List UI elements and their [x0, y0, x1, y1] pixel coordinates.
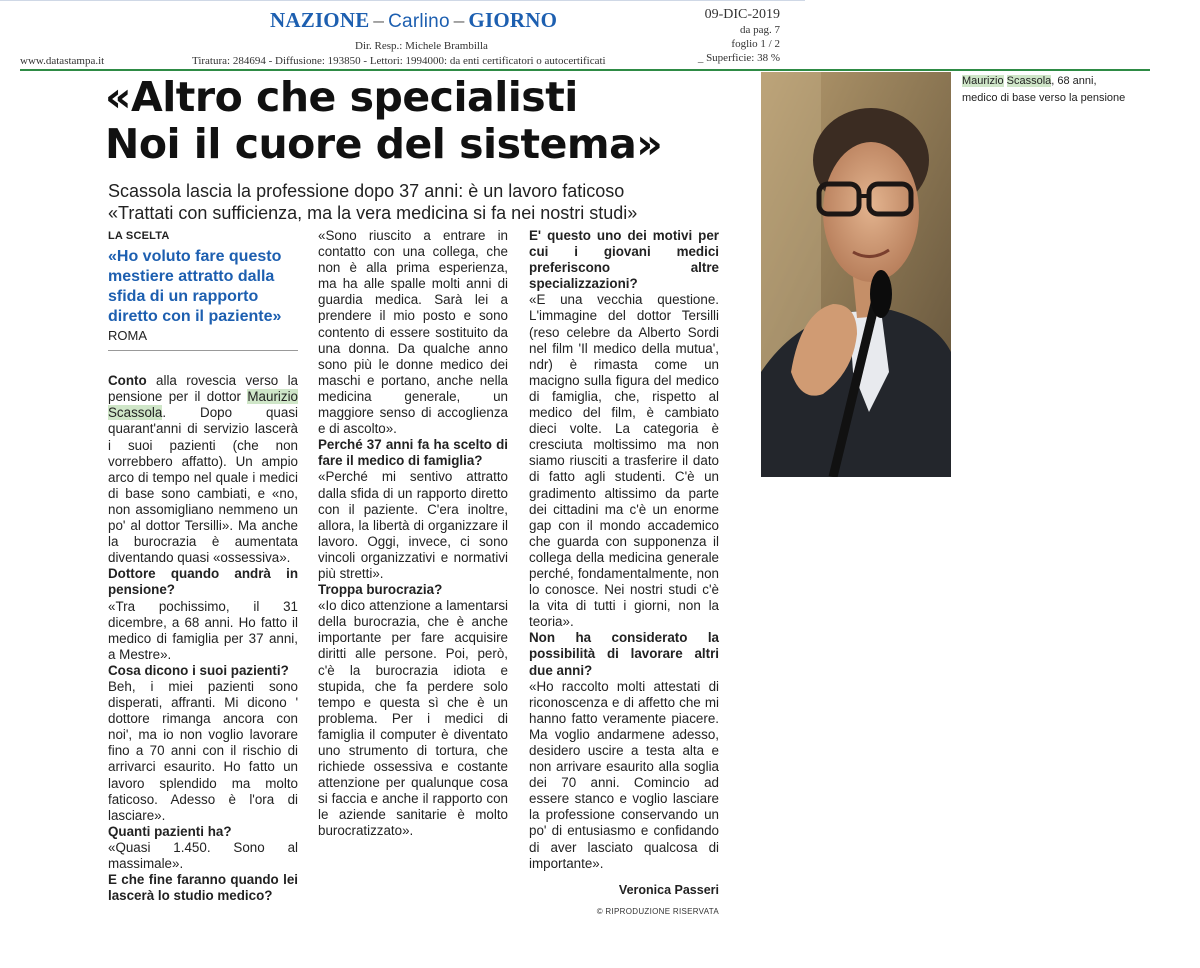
article-column-1 [108, 228, 298, 904]
photo-caption: Maurizio Scassola, 68 anni, medico di base verso la pensione [962, 75, 1126, 104]
question: Cosa dicono i suoi pazienti? [108, 662, 289, 678]
sheet-ref: foglio 1 / 2 [731, 38, 780, 50]
article-column-3 [529, 228, 719, 920]
headline: «Altro che specialisti Noi il cuore del sistema» [105, 73, 663, 168]
answer: «Tra pochissimo, il 31 dicembre, a 68 anni. Ho fatto il medico di famiglia per 37 anni, a Mestre». [108, 598, 298, 662]
answer: «Ho raccolto molti attestati di riconoscenza e di affetto che mi hanno fatto veramente piacere. Ma voglio andarmene adesso, desidero uscire a testa alta e non arrivare esaurito alla soglia dei 70 anni. Comincio ad essere stanco e voglio lasciare la professione conservando un po' di entusiasmo e confidando di aver lasciato qualcosa di importante». [529, 678, 719, 871]
masthead-papers: NAZIONE – Carlino – GIORNO [270, 8, 558, 32]
question: Dottore quando andrà in pensione? [108, 566, 298, 598]
article-column-2 [318, 228, 508, 840]
answer: «Sono riuscito a entrare in contatto con una collega, che non è alla prima esperienza, ma ha alle spalle molti anni di guardia medica. Sarà lei a prendere il mio posto e sono contento di essere sostituito da una donna. Da qualche anno sono più le donne medico dei maschi e portano, anche nella medicina generale, un maggiore senso di accoglienza e di ascolto». [318, 228, 508, 437]
portrait-photo [761, 72, 951, 477]
subheadline: Scassola lascia la professione dopo 37 anni: è un lavoro faticoso «Trattati con sufficienza, ma la vera medicina si fa nei nostri studi» [108, 181, 638, 223]
paper-carlino: Carlino [388, 11, 450, 32]
answer: «Io dico attenzione a lamentarsi della burocrazia, che è anche importante per fare acquisire diritti alle persone. Poi, però, c'è la burocrazia idiota e stupida, che fa perdere solo tempo e questa sì che è un problema. Per i medici di famiglia il computer è diventato uno strumento di tortura, che richiede ossessiva e costante attenzione per qualunque cosa si faccia e anche il rapporto con le aziende sanitarie è molto burocratizzato». [318, 598, 508, 839]
copyright-notice: © RIPRODUZIONE RISERVATA [596, 906, 719, 916]
paper-nazione: NAZIONE [270, 8, 370, 32]
header-divider [20, 69, 1150, 71]
dateline-city: ROMA [108, 328, 147, 344]
pull-quote: «Ho voluto fare questo mestiere attratto dalla sfida di un rapporto diretto con il paziente» [108, 248, 282, 326]
paper-giorno: GIORNO [468, 8, 558, 32]
answer: «Perché mi sentivo attratto dalla sfida di un rapporto diretto con il paziente. C'era inoltre, allora, la libertà di organizzare il lavoro. Oggi, invece, ci sono vincoli organizzativi e normativi più stretti». [318, 469, 508, 581]
answer: «E una vecchia questione. L'immagine del dottor Tersilli (reso celebre da Alberto Sordi nel film 'Il medico della mutua', ndr) è rimasta come un macigno sulla figura del medico di famiglia, che, rispetto al medico del film, è cambiato dieci volte. La categoria è cresciuta moltissimo ma non siamo riusciti a trasferire il dato di fatto agli studenti. C'è un gradimento altissimo da parte dei cittadini ma c'è un enorme gap con il mondo accademico che guarda con supponenza il collega della medicina generale perché, fondamentalmente, non lo conosce. Nei nostri studi c'è la vita di tutti i giorni, non la teoria». [529, 292, 719, 630]
answer: «Quasi 1.450. Sono al massimale». [108, 839, 298, 871]
question: Non ha considerato la possibilità di lavorare altri due anni? [529, 630, 719, 678]
byline: Veronica Passeri [618, 882, 719, 897]
director-line: Dir. Resp.: Michele Brambilla [355, 40, 488, 52]
page-meta [690, 6, 780, 65]
top-rule [0, 0, 805, 1]
question: E che fine faranno quando lei lascerà lo studio medico? [108, 872, 298, 904]
question: Troppa burocrazia? [318, 582, 443, 598]
circulation-line: Tiratura: 284694 - Diffusione: 193850 - Lettori: 1994000: da enti certificatori o autocertificati [192, 55, 606, 67]
name-highlight: Maurizio [247, 389, 298, 405]
surface-ref: _ Superficie: 38 % [697, 52, 780, 64]
name-highlight: Scassola [108, 405, 163, 421]
website-link[interactable]: www.datastampa.it [20, 55, 105, 67]
answer: Beh, i miei pazienti sono disperati, affranti. Mi dicono ' dottore rimanga ancora con noi', ma io non voglio lavorare fino a 70 anni con il rischio di arrivarci esaurito. Ho fatto un lavoro splendido ma molto faticoso. Adesso è l'ora di lasciare». [108, 678, 298, 823]
question: Perché 37 anni fa ha scelto di fare il medico di famiglia? [318, 437, 508, 469]
kicker: LA SCELTA [108, 230, 170, 242]
intro-paragraph: Conto alla rovescia verso la pensione per il dottor Maurizio Scassola. Dopo quasi quarant'anni di servizio lascerà i suoi pazienti (che non vorrebbero affatto). Un ampio arco di tempo nel quale i medici di base sono cambiati, e «no, non assomigliano nemmeno un po' al dottor Tersilli». Ma anche la burocrazia è aumentata diventando quasi «ossessiva». [108, 373, 298, 566]
question: Quanti pazienti ha? [108, 823, 232, 839]
issue-date: 09-DIC-2019 [704, 7, 780, 22]
question: E' questo uno dei motivi per cui i giovani medici preferiscono altre specializzazioni? [529, 228, 719, 292]
page-ref: da pag. 7 [739, 24, 780, 36]
